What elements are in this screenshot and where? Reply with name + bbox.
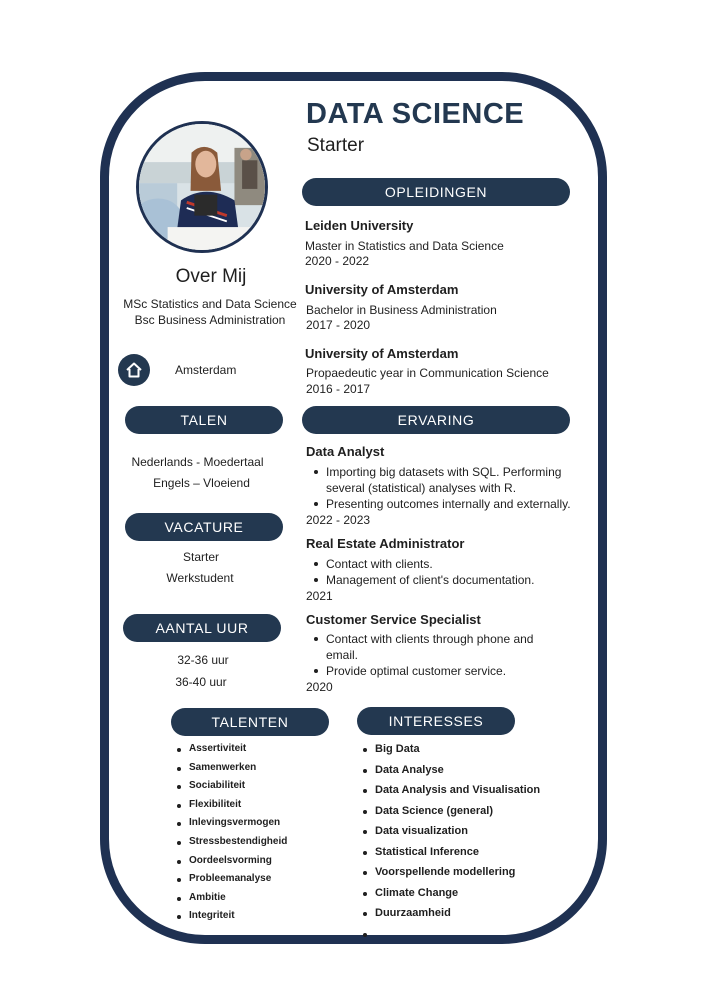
education-school-1: Leiden University [305,218,414,233]
education-years-2: 2017 - 2020 [306,318,371,332]
hours-item-2: 36-40 uur [175,675,227,689]
education-school-2: University of Amsterdam [305,282,459,297]
job-years-2: 2021 [306,589,333,603]
about-line-2: Bsc Business Administration [134,313,286,327]
education-years-3: 2016 - 2017 [306,382,371,396]
home-icon [118,354,150,386]
job-3-bullet-2: Provide optimal customer service. [307,663,533,679]
interests-list [358,743,540,948]
talent-item: Stressbestendigheid [172,836,287,855]
interest-item: Duurzaamheid [358,907,540,928]
about-heading: Over Mij [175,266,247,287]
job-3-bullet-1-cont-text: email. [326,648,359,662]
job-2-bullet-1: Contact with clients. [307,556,534,572]
experience-heading: ERVARING [302,406,570,434]
job-3-bullet-1-cont [307,647,533,663]
interest-item: Climate Change [358,887,540,908]
talent-item: Oordeelsvorming [172,855,287,874]
talents-heading: TALENTEN [171,708,329,736]
talent-item: Sociabiliteit [172,780,287,799]
language-item-1: Nederlands - Moedertaal [131,455,264,469]
location-text: Amsterdam [175,363,237,377]
resume-subtitle: Starter [307,135,365,156]
talent-item: Probleemanalyse [172,873,287,892]
interest-item: Data visualization [358,825,540,846]
education-degree-3: Propaedeutic year in Communication Science [306,366,549,380]
interests-heading: INTERESSES [357,707,515,735]
job-1-bullet-1: Importing big datasets with SQL. Performing [307,464,571,480]
job-1-bullet-1-cont [307,480,571,496]
about-line-1: MSc Statistics and Data Science [123,297,297,311]
education-heading: OPLEIDINGEN [302,178,570,206]
interest-item: Big Data [358,743,540,764]
education-degree-2: Bachelor in Business Administration [306,303,497,317]
education-degree-1: Master in Statistics and Data Science [305,239,504,253]
vacancy-item-2: Werkstudent [166,571,234,585]
vacancy-heading: VACATURE [125,513,283,541]
talent-item: Ambitie [172,892,287,911]
interest-item: Data Analysis and Visualisation [358,784,540,805]
job-years-3: 2020 [306,680,333,694]
job-1-bullet-1-cont-text: several (statistical) analyses with R. [326,481,517,495]
hours-item-1: 32-36 uur [177,653,229,667]
interest-item: Statistical Inference [358,846,540,867]
interest-item: Voorspellende modellering [358,866,540,887]
talent-item: Inlevingsvermogen [172,817,287,836]
job-bullets-1 [307,464,571,512]
interest-item: Data Analyse [358,764,540,785]
job-1-bullet-2: Presenting outcomes internally and externally. [307,496,571,512]
talents-list [172,743,287,929]
talent-item: Assertiviteit [172,743,287,762]
job-bullets-2 [307,556,534,588]
talent-item: Integriteit [172,910,287,929]
interest-item: Data Science (general) [358,805,540,826]
job-3-bullet-1: Contact with clients through phone and [307,631,533,647]
profile-photo [136,121,268,253]
job-title-2: Real Estate Administrator [306,536,465,551]
resume-title: DATA SCIENCE [306,98,525,130]
interest-item [358,928,540,949]
talent-item: Flexibiliteit [172,799,287,818]
job-2-bullet-2: Management of client's documentation. [307,572,534,588]
job-title-3: Customer Service Specialist [306,612,481,627]
talent-item: Samenwerken [172,762,287,781]
job-bullets-3 [307,631,533,679]
job-years-1: 2022 - 2023 [306,513,371,527]
education-years-1: 2020 - 2022 [305,254,370,268]
languages-heading: TALEN [125,406,283,434]
job-title-1: Data Analyst [306,444,385,459]
vacancy-item-1: Starter [182,550,219,564]
language-item-2: Engels – Vloeiend [153,476,250,490]
hours-heading: AANTAL UUR [123,614,281,642]
education-school-3: University of Amsterdam [305,346,459,361]
